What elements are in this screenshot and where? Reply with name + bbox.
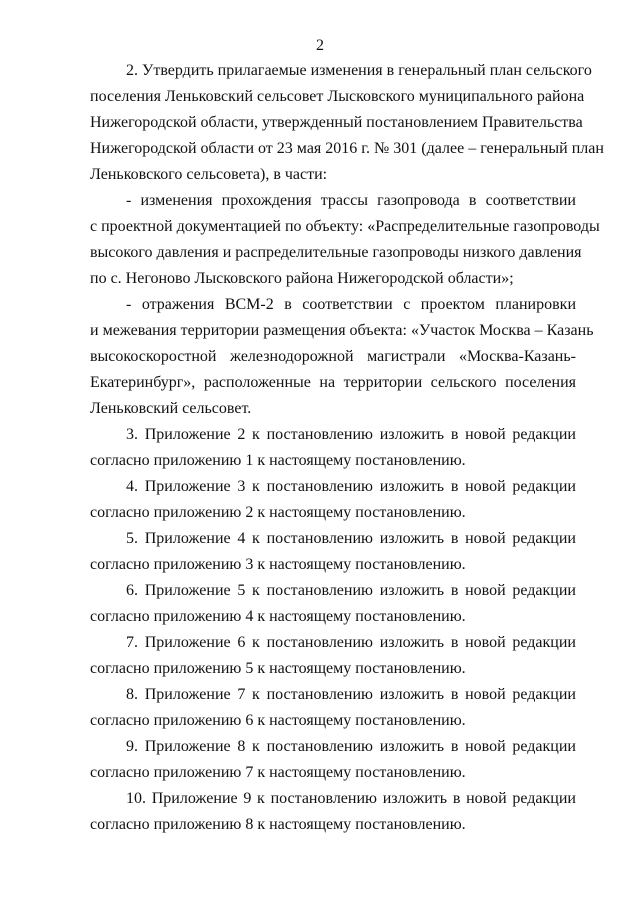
paragraph-item-4 (90, 474, 576, 526)
paragraph-item-9 (90, 734, 576, 786)
text-line: 4. Приложение 3 к постановлению изложить в новой редакции (126, 478, 576, 495)
text-line: 7. Приложение 6 к постановлению изложить в новой редакции (126, 634, 576, 651)
text-line: 5. Приложение 4 к постановлению изложить в новой редакции (126, 530, 576, 547)
text-line: 9. Приложение 8 к постановлению изложить в новой редакции (126, 738, 576, 755)
text-line: поселения Леньковский сельсовет Лысковского муниципального района (90, 88, 585, 105)
text-line: высокоскоростной железнодорожной магистрали «Москва-Казань- (90, 348, 576, 365)
text-line: 8. Приложение 7 к постановлению изложить в новой редакции (126, 686, 576, 703)
text-line: согласно приложению 3 к настоящему постановлению. (90, 556, 466, 573)
paragraph-vsm2 (90, 292, 594, 422)
text-line: Леньковского сельсовета), в части: (90, 166, 328, 183)
page-number: 2 (316, 37, 324, 54)
text-line: с проектной документацией по объекту: «Распределительные газопроводы (90, 218, 600, 235)
paragraph-item-7 (90, 630, 576, 682)
text-line: согласно приложению 4 к настоящему постановлению. (90, 608, 466, 625)
text-line: - изменения прохождения трассы газопровода в соответствии (126, 192, 576, 209)
document-body (90, 58, 604, 838)
paragraph-item-8 (90, 682, 576, 734)
text-line: согласно приложению 5 к настоящему постановлению. (90, 660, 466, 677)
text-line: Нижегородской области от 23 мая 2016 г. № 301 (далее – генеральный план (90, 140, 604, 157)
text-line: согласно приложению 1 к настоящему постановлению. (90, 452, 466, 469)
text-line: по с. Негоново Лысковского района Нижегородской области»; (90, 270, 514, 287)
text-line: Леньковский сельсовет. (90, 400, 252, 417)
text-line: Екатеринбург», расположенные на территории сельского поселения (90, 374, 576, 391)
text-line: и межевания территории размещения объекта: «Участок Москва – Казань (90, 322, 594, 339)
text-line: согласно приложению 8 к настоящему постановлению. (90, 816, 466, 833)
text-line: 2. Утвердить прилагаемые изменения в генеральный план сельского (126, 62, 592, 79)
paragraph-item-5 (90, 526, 576, 578)
text-line: 6. Приложение 5 к постановлению изложить в новой редакции (126, 582, 576, 599)
paragraph-item-3 (90, 422, 576, 474)
text-line: - отражения ВСМ-2 в соответствии с проектом планировки (126, 296, 576, 313)
text-line: согласно приложению 2 к настоящему постановлению. (90, 504, 466, 521)
text-line: 10. Приложение 9 к постановлению изложить в новой редакции (126, 790, 576, 807)
text-line: согласно приложению 7 к настоящему постановлению. (90, 764, 466, 781)
paragraph-item-10 (90, 786, 576, 838)
paragraph-item-6 (90, 578, 576, 630)
paragraph-gas-pipeline (90, 188, 600, 292)
paragraph-item-2 (90, 58, 604, 188)
text-line: высокого давления и распределительные газопроводы низкого давления (90, 244, 582, 261)
text-line: согласно приложению 6 к настоящему постановлению. (90, 712, 466, 729)
text-line: 3. Приложение 2 к постановлению изложить в новой редакции (126, 426, 576, 443)
text-line: Нижегородской области, утвержденный постановлением Правительства (90, 114, 583, 131)
